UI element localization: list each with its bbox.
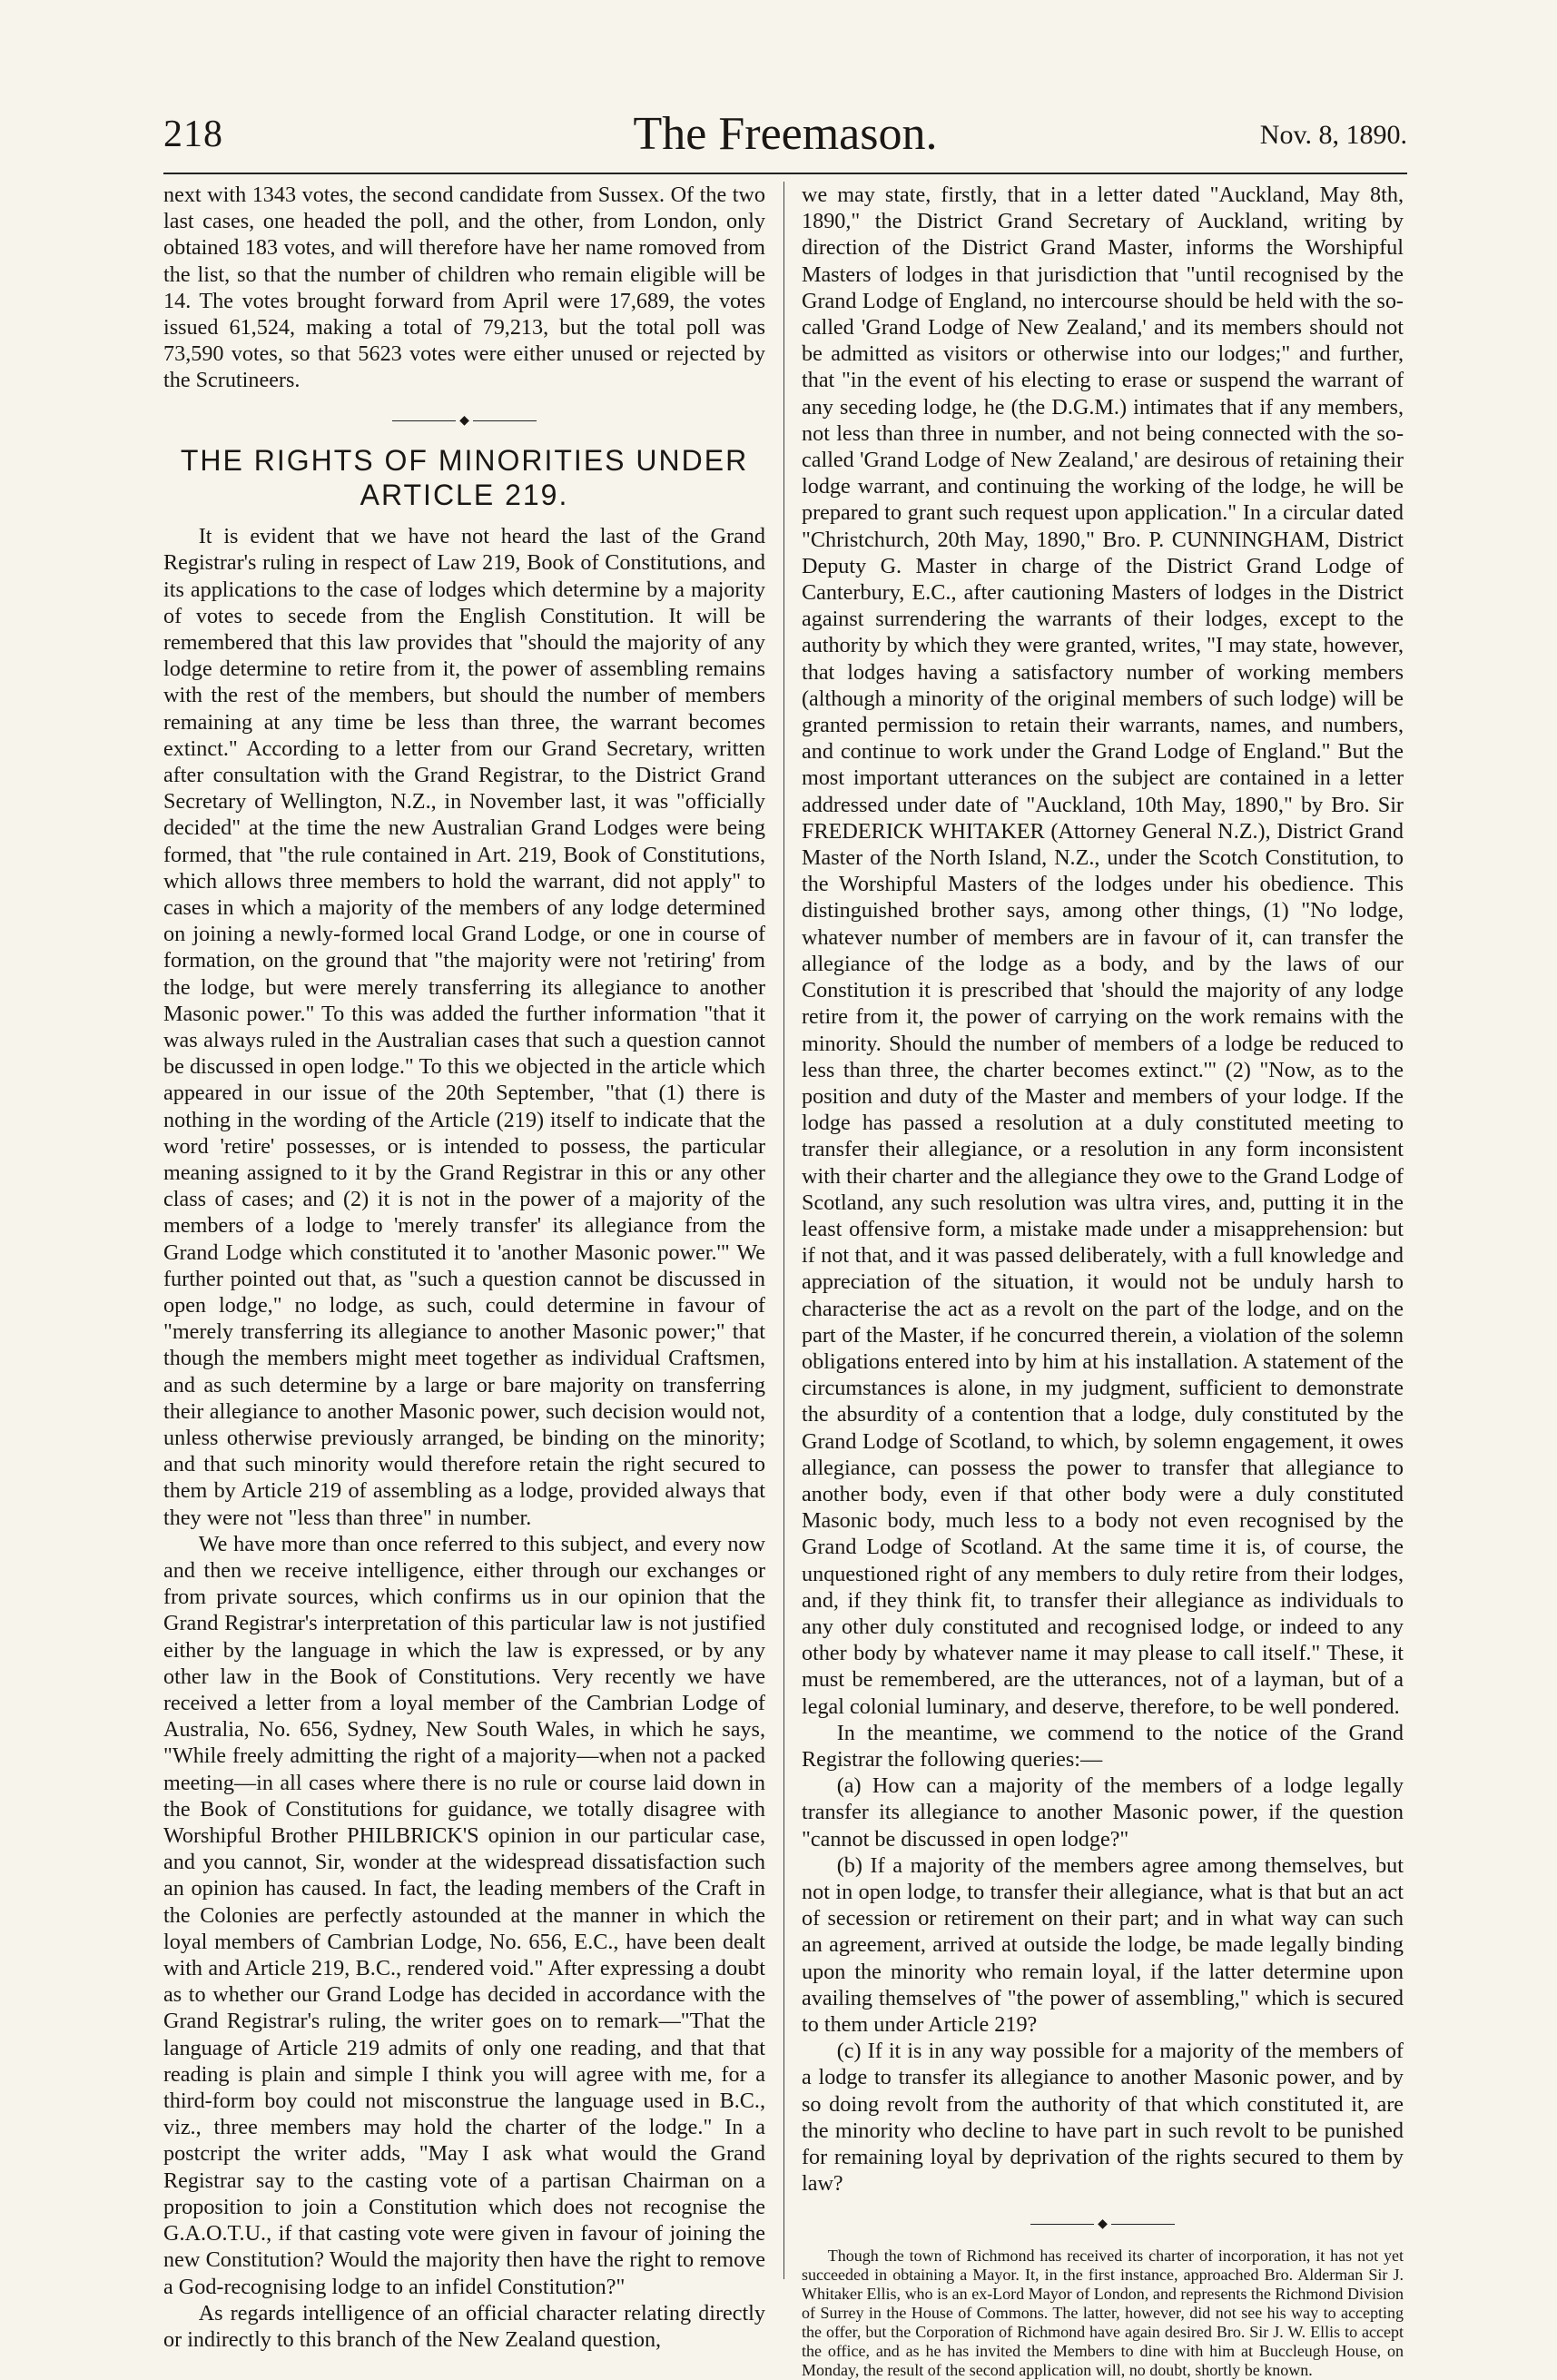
column-divider: [783, 182, 784, 2279]
intro-paragraph: next with 1343 votes, the second candidate from Sussex. Of the two last cases, one headed the poll, and the other, from London, only obtained 183 votes, and will therefore have her name romoved from the list, so that the number of children who remain eligible will be 14. The votes brought forward from April were 17,689, the votes issued 61,524, making a total of 79,213, but the total poll was 73,590 votes, so that 5623 votes were either unused or rejected by the Scrutineers.: [163, 183, 765, 393]
article-paragraph: we may state, firstly, that in a letter dated "Auckland, May 8th, 1890," the District Grand Secretary of Auckland, writing by direction of the District Grand Master, informs the Worshipful Masters of lodges in that jurisdiction that "until recognised by the Grand Lodge of England, no intercourse should be held with the so-called 'Grand Lodge of New Zealand,' and its members should not be admitted as visitors or otherwise into our lodges;" and further, that "in the event of his electing to erase or suspend the warrant of any seceding lodge, he (the D.G.M.) intimates that if any members, not less than three in number, and not being connected with the so-called 'Grand Lodge of New Zealand,' are desirous of retaining their lodge warrant, and continuing the working of the lodge, he will be prepared to grant such request upon application." In a circular dated "Christchurch, 20th May, 1890," Bro. P. CUNNINGHAM, District Deputy G. Master in charge of the District Grand Lodge of Canterbury, E.C., after cautioning Masters of lodges in the District against surrendering the warrants of their lodges, except to the authority by which they were granted, writes, "I may state, however, that lodges having a satisfactory number of working members (although a minority of the original members of such lodge) will be granted permission to retain their warrants, names, and numbers, and continue to work under the Grand Lodge of England." But the most important utterances on the subject are contained in a letter addressed under date of "Auckland, 10th May, 1890," by Bro. Sir FREDERICK WHITAKER (Attorney General N.Z.), District Grand Master of the North Island, N.Z., under the Scotch Constitution, to the Worshipful Masters of the lodges under his obedience. This distinguished brother says, among other things, (1) "No lodge, whatever number of members are in favour of it, can transfer the allegiance of the lodge as a body, and by the laws of our Constitution it is prescribed that 'should the majority of any lodge retire from it, the power of carrying on the work remains with the minority. Should the number of members of a lodge be reduced to less than three, the charter becomes extinct.'" (2) "Now, as to the position and duty of the Master and members of your lodge. If the lodge has passed a resolution at a duly constituted meeting to transfer their allegiance, or a resolution in any form inconsistent with their charter and the allegiance they owe to the Grand Lodge of Scotland, any such resolution was ultra vires, and, putting it in the least offensive form, a mistake made under a misapprehension: but if not that, and it was passed deliberately, with a full knowledge and appreciation of the situation, it would not be unduly harsh to characterise the act as a revolt on the part of the lodge, and on the part of the Master, if he concurred therein, a violation of the solemn obligations entered into by him at his installation. A statement of the circumstances is alone, in my judgment, sufficient to demonstrate the absurdity of a contention that a lodge, duly constituted by the Grand Lodge of Scotland, to which, by solemn engagement, it owes allegiance, can possess the power to transfer that allegiance to another body, even if that other body were a duly constituted Masonic body, much less to a body not even recognised by the Grand Lodge of Scotland. At the same time it is, of course, the unquestioned right of any members to duly retire from their lodges, and, if they think fit, to transfer their allegiance as individuals to any other duly constituted and recognised lodge, or indeed to any other body by whatever name it may please to call itself." These, it must be remembered, are the utterances, not of a layman, but of a legal colonial luminary, and deserve, therefore, to be well pondered.: [802, 183, 1404, 1719]
footnote: Though the town of Richmond has received its charter of incorporation, it has not yet succeeded in obtaining a Mayor. It, in the first instance, approached Bro. Alderman Sir J. Whitaker Ellis, who is an ex-Lord Mayor of London, and represents the Richmond Division of Surrey in the House of Commons. The latter, however, did not see his way to accepting the offer, but the Corporation of Richmond have again desired Bro. Sir J. W. Ellis to accept the office, and as he has invited the Members to dine with him at Buccleugh House, on Monday, the result of the second application will, no doubt, shortly be known.: [802, 2246, 1404, 2379]
query-b: (b) If a majority of the members agree among themselves, but not in open lodge, to transfer their allegiance, what is that but an act of secession or retirement on their part; and in what way can such an agreement, arrived at outside the lodge, be made legally binding upon the minority who remain loyal, if the latter determine upon availing themselves of "the power of assembling," which is secured to them under Article 219?: [802, 1852, 1404, 2038]
masthead: [163, 107, 1407, 176]
right-column: [802, 182, 1404, 2380]
left-column: [163, 182, 765, 2353]
page-number: 218: [163, 114, 223, 155]
article-paragraph: As regards intelligence of an official character relating directly or indirectly to this branch of the New Zealand question,: [163, 2300, 765, 2352]
article-columns: [163, 182, 1407, 2379]
publication-title: The Freemason.: [633, 108, 938, 160]
article-paragraph: It is evident that we have not heard the last of the Grand Registrar's ruling in respect of Law 219, Book of Constitutions, and its applications to the case of lodges which determine by a majority of votes to secede from the English Constitution. It will be remembered that this law provides that "should the majority of any lodge determine to retire from it, the power of assembling remains with the rest of the members, but should the number of members remaining at any time be less than three, the warrant becomes extinct." According to a letter from our Grand Secretary, written after consultation with the Grand Registrar, to the District Grand Secretary of Wellington, N.Z., in November last, it was "officially decided" at the time the new Australian Grand Lodges were being formed, that "the rule contained in Art. 219, Book of Constitutions, which allows three members to hold the warrant, did not apply" to cases in which a majority of the members of any lodge determined on joining a newly-formed local Grand Lodge, or one in course of formation, on the ground that "the majority were not 'retiring' from the lodge, but were merely transferring its allegiance to another Masonic power." To this was added the further information "that it was always ruled in the Australian cases that such a question cannot be discussed in open lodge." To this we objected in the article which appeared in our issue of the 20th September, "that (1) there is nothing in the wording of the Article (219) itself to indicate that the word 'retire' possesses, or is intended to possess, the particular meaning assigned to it by the Grand Registrar in this or any other class of cases; and (2) it is not in the power of a majority of the members of a lodge to 'merely transfer' its allegiance from the Grand Lodge which constituted it to 'another Masonic power.'" We further pointed out that, as "such a question cannot be discussed in open lodge," no lodge, as such, could determine in favour of "merely transferring its allegiance to another Masonic power;" that though the members might meet together as individual Craftsmen, and as such determine by a large or bare majority on transferring their allegiance to another Masonic power, such decision would not, unless otherwise previously arranged, be binding on the minority; and that such minority would therefore retain the right secured to them by Article 219 of assembling as a lodge, provided always that they were not "less than three" in number.: [163, 524, 765, 1530]
article-paragraph: We have more than once referred to this subject, and every now and then we receive intelligence, either through our exchanges or from private sources, which confirms us in our opinion that the Grand Registrar's interpretation of this particular law is not justified either by the language in which the law is expressed, or by any other law in the Book of Constitutions. Very recently we have received a letter from a loyal member of the Cambrian Lodge of Australia, No. 656, Sydney, New South Wales, in which he says, "While freely admitting the right of a majority—when not a packed meeting—in all cases where there is no rule or course laid down in the Book of Constitutions for guidance, we totally disagree with Worshipful Brother PHILBRICK'S opinion in our particular case, and you cannot, Sir, wonder at the widespread dissatisfaction such an opinion has caused. In fact, the leading members of the Craft in the Colonies are perfectly astounded at the manner in which the loyal members of Cambrian Lodge, No. 656, E.C., have been dealt with and Article 219, B.C., rendered void." After expressing a doubt as to whether our Grand Lodge has decided in accordance with the Grand Registrar's ruling, the writer goes on to remark—"That the language of Article 219 admits of only one reading, and that that reading is plain and simple I think you will agree with me, for a third-form boy could not misconstrue the language used in B.C., viz., three members may hold the charter of the lodge." In a postcript the writer adds, "May I ask what would the Grand Registrar say to the casting vote of a partisan Chairman on a proposition to join a Constitution which does not recognise the G.A.O.T.U., if that casting vote were given in favour of joining the new Constitution? Would the majority then have the right to remove a God-recognising lodge to an infidel Constitution?": [163, 1531, 765, 2299]
article-paragraph: In the meantime, we commend to the notice of the Grand Registrar the following queries:—: [802, 1720, 1404, 1772]
article-heading: THE RIGHTS OF MINORITIES UNDER ARTICLE 219.: [180, 444, 749, 512]
masthead-rule: [163, 173, 1407, 174]
query-a: (a) How can a majority of the members of a lodge legally transfer its allegiance to another Masonic power, if the question "cannot be discussed in open lodge?": [802, 1773, 1404, 1852]
issue-date: Nov. 8, 1890.: [1259, 120, 1407, 150]
section-divider: ◆: [802, 2209, 1404, 2237]
section-divider: ◆: [163, 407, 765, 434]
newspaper-page: [163, 107, 1407, 2379]
query-c: (c) If it is in any way possible for a majority of the members of a lodge to transfer its allegiance to another Masonic power, and by so doing revolt from the authority of that which constituted it, are the minority who decline to have part in such revolt to be punished for remaining loyal by deprivation of the rights secured to them by law?: [802, 2039, 1404, 2197]
